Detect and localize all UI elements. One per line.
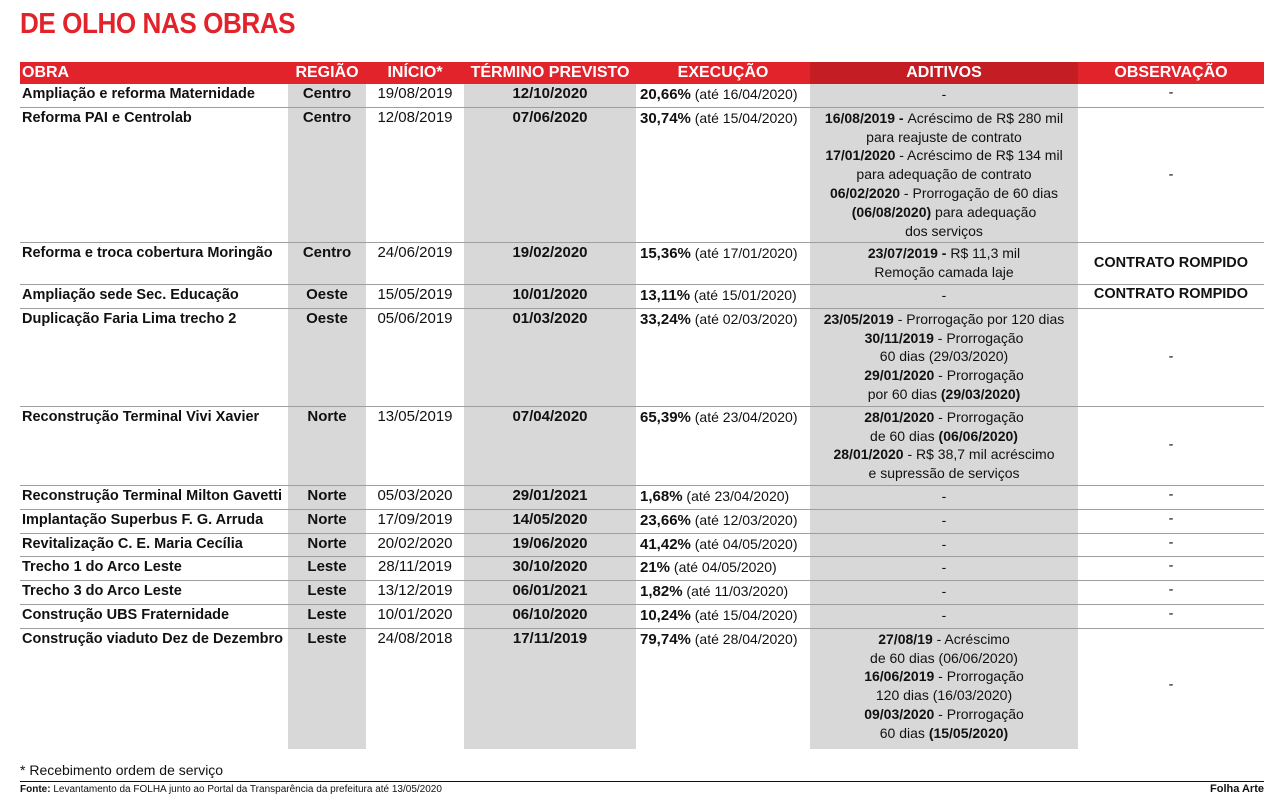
aditivo-date: 23/07/2019 - [867, 245, 951, 262]
execucao-percent: 20,66% [640, 86, 691, 103]
table-row [20, 557, 1264, 581]
cell-observacao: - [1078, 604, 1264, 628]
aditivo-line [813, 222, 1075, 241]
execucao-percent: 23,66% [640, 511, 691, 529]
aditivo-line [813, 445, 1075, 464]
aditivo-text: - Acréscimo [932, 630, 1010, 647]
execucao-date: (até 15/04/2020) [690, 606, 798, 623]
aditivo-line [813, 347, 1075, 366]
aditivo-text: - [941, 286, 947, 303]
cell-execucao [636, 84, 810, 107]
cell-obra: Reforma PAI e Centrolab [20, 107, 288, 243]
aditivo-line [813, 487, 1075, 506]
cell-obra: Construção viaduto Dez de Dezembro [22, 630, 284, 647]
cell-observacao: - [1078, 509, 1264, 533]
cell-execucao [636, 284, 810, 308]
cell-observacao: - [1078, 581, 1264, 605]
aditivo-text: e supressão de serviços [868, 465, 1020, 482]
aditivo-line [813, 385, 1075, 404]
aditivo-text: de 60 dias (06/06/2020) [870, 649, 1018, 666]
aditivo-line [813, 286, 1075, 305]
execucao-date: (até 16/04/2020) [690, 86, 798, 102]
cell-regiao: Centro [288, 243, 366, 285]
cell-regiao: Leste [288, 557, 366, 581]
aditivo-text: 120 dias (16/03/2020) [875, 687, 1013, 704]
table-row [20, 84, 1264, 107]
cell-obra: Construção UBS Fraternidade [20, 604, 288, 628]
execucao-percent: 13,11% [640, 286, 691, 304]
column-header-observacao: OBSERVAÇÃO [1078, 62, 1264, 84]
table-row [20, 107, 1264, 243]
execucao-date: (até 02/03/2020) [690, 310, 798, 327]
aditivo-text: - [941, 511, 947, 528]
execucao-percent: 1,68% [640, 487, 683, 505]
aditivo-date: 29/01/2020 [864, 367, 935, 384]
cell-aditivos [810, 604, 1078, 628]
aditivo-text: - Prorrogação [934, 367, 1024, 384]
aditivo-text: - [941, 606, 947, 623]
execucao-date: (até 23/04/2020) [682, 487, 790, 504]
aditivo-text: - Prorrogação por 120 dias [893, 310, 1065, 327]
aditivo-text: - Prorrogação [933, 329, 1024, 346]
table-header [20, 62, 1264, 84]
aditivo-text: - Acréscimo de R$ 134 mil [895, 147, 1063, 164]
execucao-percent: 30,74% [640, 109, 691, 127]
aditivo-line [813, 366, 1075, 385]
table-row [20, 509, 1264, 533]
footnote-text: * Recebimento ordem de serviço [20, 762, 224, 778]
aditivo-text: - [941, 535, 947, 552]
cell-obra: Ampliação sede Sec. Educação [20, 284, 288, 308]
aditivo-text: R$ 11,3 mil [950, 245, 1021, 262]
aditivo-text: para adequação [931, 203, 1037, 220]
aditivo-line [813, 582, 1075, 601]
aditivo-line [813, 203, 1075, 222]
footnote [20, 762, 223, 778]
execucao-date: (até 17/01/2020) [690, 245, 798, 262]
aditivo-line [813, 649, 1075, 668]
aditivo-line [813, 329, 1075, 348]
execucao-percent: 21% [640, 559, 671, 577]
aditivo-line [813, 408, 1075, 427]
cell-inicio: 12/08/2019 [366, 107, 464, 243]
table-row [20, 628, 1264, 748]
cell-inicio: 13/12/2019 [366, 581, 464, 605]
cell-regiao: Oeste [288, 284, 366, 308]
cell-obra: Implantação Superbus F. G. Arruda [20, 509, 288, 533]
aditivo-line [813, 184, 1075, 203]
execucao-percent: 15,36% [640, 245, 691, 263]
execucao-percent: 65,39% [640, 408, 691, 426]
cell-regiao: Norte [288, 533, 366, 557]
cell-termino: 06/01/2021 [464, 581, 636, 605]
aditivo-date: 06/02/2020 [829, 184, 901, 201]
cell-execucao [636, 243, 810, 285]
source-label: Fonte: [20, 784, 51, 795]
cell-inicio: 10/01/2020 [366, 604, 464, 628]
cell-regiao: Norte [288, 406, 366, 485]
cell-aditivos [810, 557, 1078, 581]
cell-termino: 07/04/2020 [464, 406, 636, 485]
cell-execucao [636, 628, 810, 748]
aditivo-date: 16/08/2019 - [824, 109, 908, 126]
column-header-termino: TÉRMINO PREVISTO [464, 62, 636, 84]
cell-execucao [636, 533, 810, 557]
column-header-inicio: INÍCIO* [366, 62, 464, 84]
cell-termino: 17/11/2019 [464, 628, 636, 748]
cell-aditivos [810, 308, 1078, 406]
cell-obra: Trecho 1 do Arco Leste [20, 557, 288, 581]
aditivo-line [813, 464, 1075, 483]
aditivo-text: 60 dias (29/03/2020) [879, 348, 1009, 365]
aditivo-text: - Prorrogação de 60 dias [900, 184, 1059, 201]
cell-aditivos [810, 628, 1078, 748]
cell-observacao: - [1078, 84, 1264, 107]
cell-observacao: CONTRATO ROMPIDO [1078, 243, 1264, 285]
obras-table [20, 62, 1264, 749]
aditivo-line [813, 109, 1075, 128]
aditivo-date: 09/03/2020 [864, 705, 935, 722]
cell-termino: 14/05/2020 [464, 509, 636, 533]
aditivo-text: Remoção camada laje [874, 264, 1014, 281]
execucao-date: (até 15/04/2020) [690, 109, 798, 126]
execucao-date: (até 11/03/2020) [682, 583, 789, 600]
aditivo-text: de 60 dias [870, 427, 939, 444]
cell-inicio: 05/03/2020 [366, 485, 464, 509]
aditivo-text: - [941, 559, 947, 576]
column-header-aditivos: ADITIVOS [810, 62, 1078, 84]
cell-aditivos [810, 284, 1078, 308]
aditivo-date: 27/08/19 [878, 630, 933, 647]
cell-termino: 12/10/2020 [464, 84, 636, 107]
execucao-percent: 41,42% [640, 535, 691, 553]
aditivo-text: - [941, 487, 947, 504]
cell-regiao: Oeste [288, 308, 366, 406]
cell-termino: 19/02/2020 [464, 243, 636, 285]
cell-inicio: 24/06/2019 [366, 243, 464, 285]
cell-regiao: Leste [288, 581, 366, 605]
aditivo-text: - R$ 38,7 mil acréscimo [903, 446, 1055, 463]
cell-observacao: CONTRATO ROMPIDO [1078, 284, 1264, 308]
aditivo-line [813, 535, 1075, 554]
execucao-percent: 10,24% [640, 606, 691, 624]
execucao-percent: 33,24% [640, 310, 691, 328]
cell-aditivos [810, 509, 1078, 533]
column-header-regiao: REGIÃO [288, 62, 366, 84]
cell-regiao: Centro [288, 107, 366, 243]
cell-observacao: - [1078, 485, 1264, 509]
cell-aditivos [810, 533, 1078, 557]
aditivo-text: para adequação de contrato [856, 166, 1032, 183]
cell-observacao: - [1168, 677, 1174, 694]
aditivo-line [813, 558, 1075, 577]
cell-inicio: 15/05/2019 [366, 284, 464, 308]
aditivo-date: 23/05/2019 [823, 310, 894, 327]
cell-inicio: 05/06/2019 [366, 308, 464, 406]
column-header-obra: OBRA [20, 62, 288, 84]
cell-aditivos [810, 581, 1078, 605]
execucao-percent: 1,82% [640, 583, 683, 601]
cell-execucao [636, 509, 810, 533]
cell-execucao [636, 604, 810, 628]
page-title: DE OLHO NAS OBRAS [20, 8, 296, 40]
cell-observacao: - [1078, 533, 1264, 557]
execucao-percent: 79,74% [640, 630, 691, 648]
aditivo-line [813, 606, 1075, 625]
cell-regiao: Leste [288, 604, 366, 628]
aditivo-line [813, 263, 1075, 282]
aditivo-line [813, 85, 1075, 104]
aditivo-date: (15/05/2020) [928, 724, 1009, 741]
aditivo-line [813, 146, 1075, 165]
cell-obra: Reforma e troca cobertura Moringão [20, 243, 288, 285]
cell-inicio: 19/08/2019 [366, 84, 464, 107]
cell-aditivos [810, 485, 1078, 509]
cell-execucao [636, 485, 810, 509]
cell-termino: 19/06/2020 [464, 533, 636, 557]
column-header-execucao: EXECUÇÃO [636, 62, 810, 84]
aditivo-line [813, 724, 1075, 743]
cell-aditivos [810, 406, 1078, 485]
aditivo-date: (06/08/2020) [851, 203, 932, 220]
aditivo-line [813, 686, 1075, 705]
aditivo-text: - [941, 86, 947, 102]
cell-regiao: Leste [288, 628, 366, 748]
cell-aditivos [810, 107, 1078, 243]
cell-termino: 07/06/2020 [464, 107, 636, 243]
footer-divider [20, 781, 1264, 782]
cell-inicio: 20/02/2020 [366, 533, 464, 557]
aditivo-line [813, 244, 1075, 263]
execucao-date: (até 12/03/2020) [690, 511, 798, 528]
execucao-date: (até 28/04/2020) [690, 630, 798, 647]
cell-regiao: Centro [288, 84, 366, 107]
cell-execucao [636, 308, 810, 406]
aditivo-text: Acréscimo de R$ 280 mil [907, 109, 1064, 126]
aditivo-line [813, 128, 1075, 147]
credit: Folha Arte [1210, 783, 1264, 795]
cell-aditivos [810, 243, 1078, 285]
aditivo-text: - [941, 583, 947, 600]
aditivo-text: por 60 dias [867, 385, 941, 402]
cell-termino: 01/03/2020 [464, 308, 636, 406]
execucao-date: (até 15/01/2020) [690, 286, 797, 303]
aditivo-text: 60 dias [879, 724, 929, 741]
source-note [20, 784, 442, 795]
cell-inicio: 17/09/2019 [366, 509, 464, 533]
cell-regiao: Norte [288, 485, 366, 509]
cell-aditivos [810, 84, 1078, 107]
aditivo-line [813, 705, 1075, 724]
cell-inicio: 28/11/2019 [366, 557, 464, 581]
aditivo-line [813, 667, 1075, 686]
execucao-date: (até 04/05/2020) [690, 535, 798, 552]
aditivo-date: 30/11/2019 [864, 329, 934, 346]
table-row [20, 308, 1264, 406]
cell-obra: Trecho 3 do Arco Leste [20, 581, 288, 605]
cell-termino: 29/01/2021 [464, 485, 636, 509]
aditivo-date: 16/06/2019 [864, 668, 935, 685]
cell-execucao [636, 107, 810, 243]
cell-regiao: Norte [288, 509, 366, 533]
cell-obra: Ampliação e reforma Maternidade [20, 84, 288, 107]
execucao-date: (até 04/05/2020) [670, 559, 777, 576]
table-row [20, 284, 1264, 308]
aditivo-text: para reajuste de contrato [866, 128, 1022, 145]
cell-execucao [636, 581, 810, 605]
aditivo-text: - Prorrogação [934, 668, 1024, 685]
cell-execucao [636, 406, 810, 485]
aditivo-line [813, 630, 1075, 649]
aditivo-date: 28/01/2020 [864, 408, 935, 425]
cell-observacao: - [1078, 308, 1264, 406]
cell-obra: Reconstrução Terminal Vivi Xavier [20, 406, 288, 485]
aditivo-line [813, 165, 1075, 184]
table-row [20, 243, 1264, 285]
aditivo-line [813, 511, 1075, 530]
cell-obra: Reconstrução Terminal Milton Gavetti [20, 485, 288, 509]
table-row [20, 581, 1264, 605]
table-row [20, 533, 1264, 557]
cell-inicio: 24/08/2018 [377, 629, 453, 647]
cell-observacao: - [1078, 107, 1264, 243]
aditivo-text: - Prorrogação [934, 705, 1024, 722]
aditivo-date: 28/01/2020 [833, 446, 904, 463]
aditivo-date: 17/01/2020 [825, 147, 896, 164]
cell-termino: 30/10/2020 [464, 557, 636, 581]
cell-termino: 06/10/2020 [464, 604, 636, 628]
table-row [20, 604, 1264, 628]
aditivo-text: dos serviços [905, 222, 983, 239]
cell-observacao: - [1078, 557, 1264, 581]
cell-observacao: - [1078, 406, 1264, 485]
aditivo-date: (29/03/2020) [940, 385, 1021, 402]
aditivo-date: (06/06/2020) [938, 427, 1018, 444]
table-row [20, 406, 1264, 485]
cell-execucao [636, 557, 810, 581]
aditivo-text: - Prorrogação [934, 408, 1024, 425]
execucao-date: (até 23/04/2020) [690, 408, 798, 425]
cell-obra: Revitalização C. E. Maria Cecília [20, 533, 288, 557]
table-row [20, 485, 1264, 509]
cell-termino: 10/01/2020 [464, 284, 636, 308]
cell-obra: Duplicação Faria Lima trecho 2 [20, 308, 288, 406]
cell-inicio: 13/05/2019 [366, 406, 464, 485]
aditivo-line [813, 427, 1075, 446]
aditivo-line [813, 310, 1075, 329]
source-text: Levantamento da FOLHA junto ao Portal da Transparência da prefeitura até 13/05/2020 [50, 784, 442, 795]
